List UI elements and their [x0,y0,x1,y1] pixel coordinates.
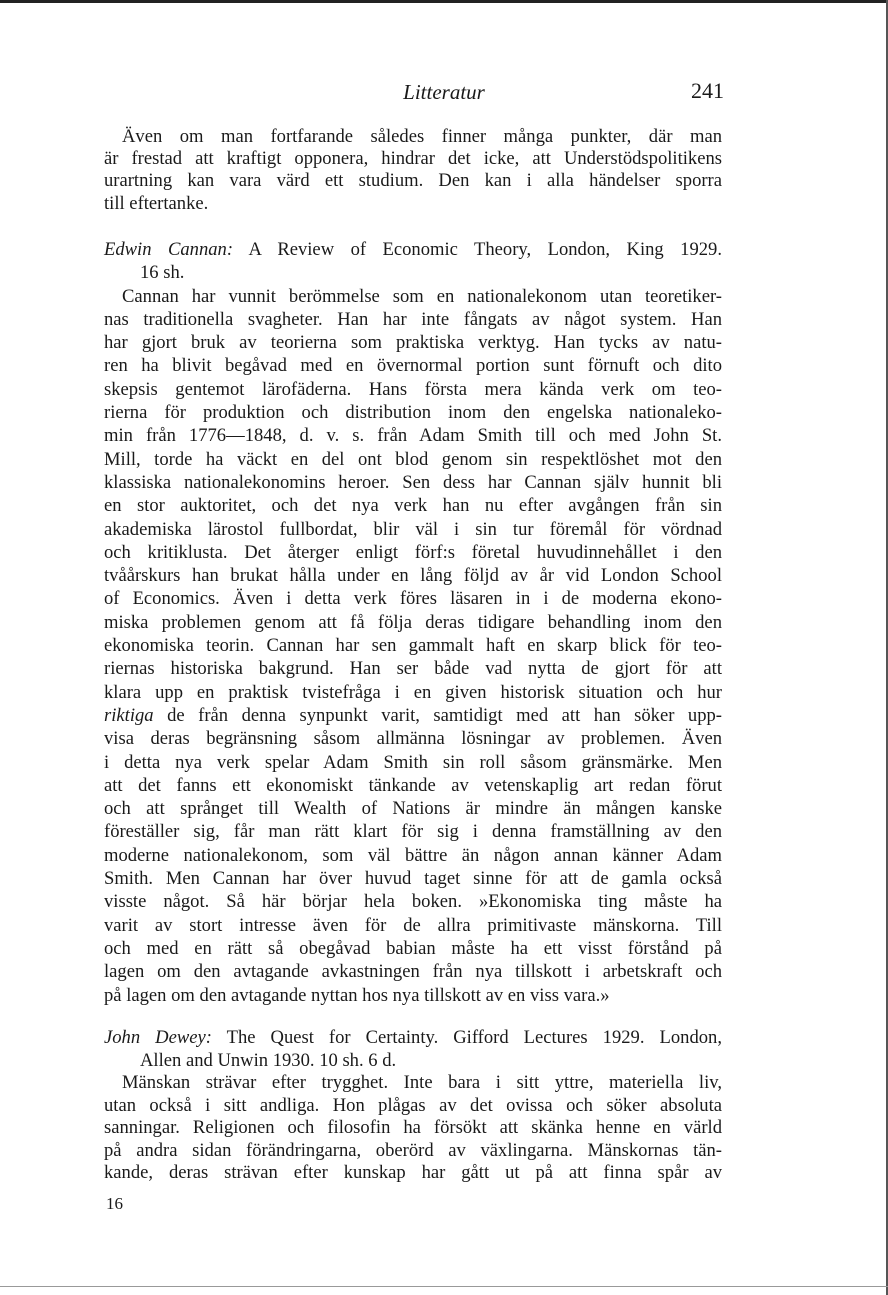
page-number: 241 [691,78,724,103]
line-text: nas traditionella svagheter. Han har inte fångats av något system. Han [104,308,722,330]
line-text: en stor auktoritet, och det nya verk han nu efter avgången från sin [104,495,722,517]
text-line [104,1117,722,1140]
italic-text: John Dewey: [104,1027,212,1048]
line-text: att det fanns ett ekonomiskt tänkande av vetenskaplig art redan förut [104,774,722,796]
text-line [104,727,722,750]
text-line [104,308,722,331]
line-text: lagen om den avtagande avkastningen från nya tillskott i arbetskraft och [104,961,722,983]
text-line [104,844,722,867]
text-line [104,1027,722,1050]
review-dewey [104,1027,722,1185]
line-text: visa deras begränsning såsom allmänna lösningar av problemen. Även [104,728,722,750]
line-text: rierna för produktion och distribution inom den engelska nationaleko- [104,402,722,424]
line-text: skepsis gentemot lärofäderna. Hans första mera kända verk om teo- [104,378,722,400]
line-text: 16 sh. [140,262,185,284]
text-line [104,681,722,704]
line-text: sanningar. Religionen och filosofin ha försökt att skänka henne en värld [104,1117,722,1138]
line-text: tvåårskurs han brukat hålla under en lång följd av år vid London School [104,565,722,587]
text-line [104,774,722,797]
line-text: de från denna synpunkt varit, samtidigt med att han söker upp- [153,704,722,726]
text-line [104,1072,722,1095]
line-text: Cannan har vunnit berömmelse som en nationalekonom utan teoretiker- [122,285,722,307]
line-text: föreställer sig, får man rätt klart för sig i denna framställning av den [104,821,722,843]
text-line [104,751,722,774]
line-text: kande, deras strävan efter kunskap har gått ut på att finna spår av [104,1162,722,1183]
text-line [104,1162,722,1185]
paragraph-understodspolitik [104,126,722,215]
text-line [104,494,722,517]
line-text: har gjort bruk av teorierna som praktiska verktyg. Han tycks av natu- [104,332,722,354]
text-line [104,960,722,983]
text-line [104,634,722,657]
line-text: urartning kan vara värd ett studium. Den kan i alla händelser sporra [104,170,722,192]
text-line [104,587,722,610]
text-line [104,657,722,680]
line-text: Allen and Unwin 1930. 10 sh. 6 d. [140,1049,397,1071]
text-line [104,518,722,541]
line-text: i detta nya verk spelar Adam Smith sin roll såsom gränsmärke. Men [104,751,722,773]
line-text: A Review of Economic Theory, London, King 1929. [233,239,722,260]
line-text: klara upp en praktisk tvistefråga i en given historisk situation och hur [104,681,722,703]
text-line [104,126,722,148]
line-text: moderne nationalekonom, som väl bättre än någon annan känner Adam [104,844,722,866]
text-line [104,238,722,261]
text-line [104,867,722,890]
line-text: och kritiklusta. Det återger enligt förf:s företal huvudinnehållet i den [104,541,722,563]
line-text: och med en rätt så obegåvad babian måste ha ett visst förstånd på [104,937,722,959]
text-line [104,471,722,494]
text-line [104,331,722,354]
text-line [104,797,722,820]
running-header: Litteratur [403,80,485,104]
text-line [104,378,722,401]
italic-text: Edwin Cannan: [104,239,234,260]
line-text: utan också i sitt andliga. Hon plågas av det ovissa och söker absoluta [104,1094,722,1116]
line-text: Mill, torde ha väckt en del ont blod genom sin respektlöshet mot den [104,448,722,470]
line-text: miska problemen genom att få följa deras tidigare behandling inom den [104,611,722,633]
line-text: of Economics. Även i detta verk föres läsaren in i de moderna ekono- [104,588,722,610]
text-line [104,820,722,843]
line-text: klassiska nationalekonomins heroer. Sen dess har Cannan själv hunnit bli [104,471,722,493]
text-line [104,170,722,192]
text-line [104,354,722,377]
scan-edge-top [0,0,888,3]
text-line [104,1050,722,1073]
text-line [104,193,722,215]
text-line [104,914,722,937]
scan-edge-bottom [0,1286,888,1287]
line-text: på lagen om den avtagande nyttan hos nya tillskott av en viss vara.» [104,984,610,1006]
text-line [104,541,722,564]
text-line [104,704,722,727]
line-text: och att språnget till Wealth of Nations är mindre än mången kanske [104,798,722,820]
line-text: till eftertanke. [104,192,209,214]
text-line [104,937,722,960]
text-line [104,611,722,634]
text-line [104,401,722,424]
text-line [104,285,722,308]
text-line [104,148,722,170]
text-line [104,984,722,1007]
text-line [104,424,722,447]
line-text: visste något. Så här börjar hela boken. »Ekonomiska ting måste ha [104,891,722,913]
line-text: varit av stort intresse även för de allra primitivaste mänskorna. Till [104,914,722,936]
text-line [104,1095,722,1118]
line-text: Även om man fortfarande således finner många punkter, där man [122,126,722,147]
line-text: Smith. Men Cannan har över huvud taget sinne för att de gamla också [104,868,722,890]
line-text: riernas historiska bakgrund. Han ser både vad nytta de gjort för att [104,658,722,680]
line-text: akademiska lärostol fullbordat, blir väl i sin tur föremål för vördnad [104,518,722,540]
text-line [104,890,722,913]
line-text: på andra sidan förändringarna, oberörd av växlingarna. Mänskornas tän- [104,1139,722,1161]
line-text: min från 1776—1848, d. v. s. från Adam Smith till och med John St. [104,425,722,447]
text-line [104,564,722,587]
text-line [104,1140,722,1163]
line-text: ekonomiska teorin. Cannan har sen gammalt haft en skarp blick för teo- [104,635,722,657]
italic-text: riktiga [104,704,154,726]
line-text: The Quest for Certainty. Gifford Lectures 1929. London, [211,1027,722,1048]
line-text: Mänskan strävar efter trygghet. Inte bara i sitt yttre, materiella liv, [122,1072,722,1093]
line-text: ren ha blivit begåvad med en övernormal portion sunt förnuft och dito [104,355,722,377]
review-cannan [104,238,722,1007]
text-line [104,448,722,471]
text-line [104,261,722,284]
signature-mark: 16 [106,1194,123,1213]
line-text: är frestad att kraftigt opponera, hindrar det icke, att Understödspolitikens [104,148,722,170]
